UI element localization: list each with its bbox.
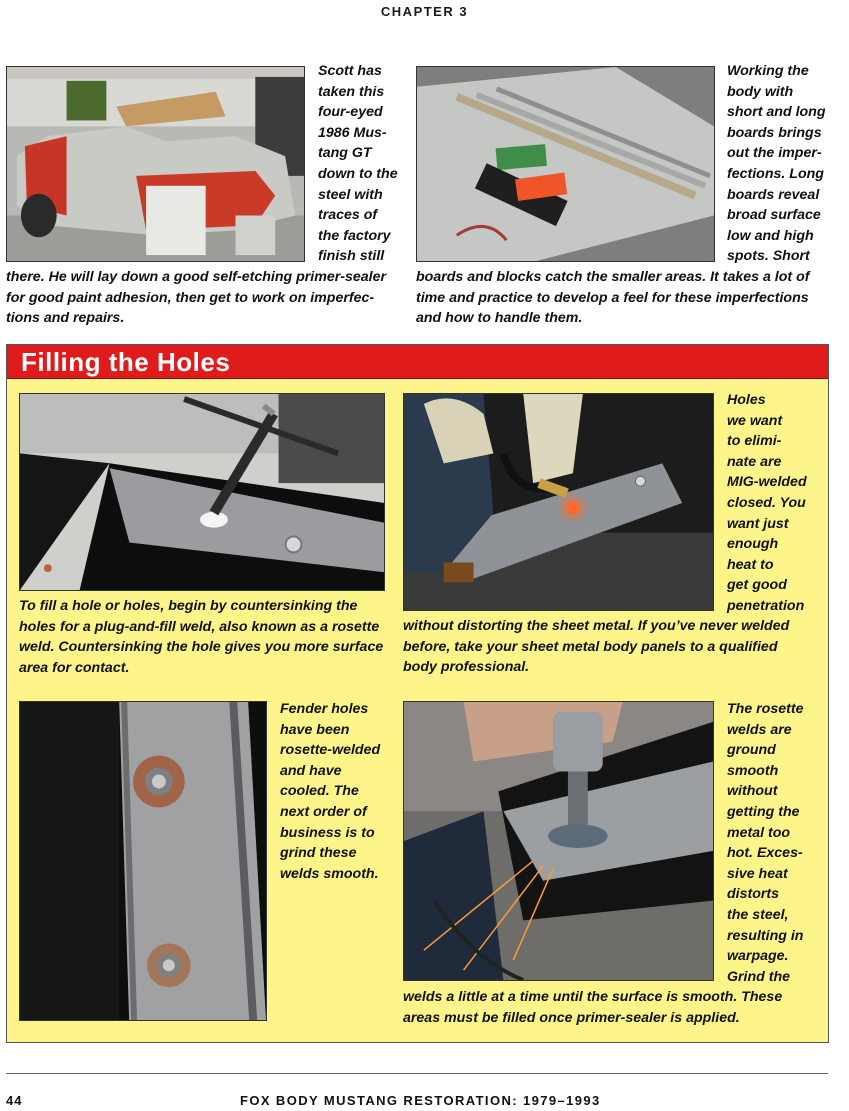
caption-line: without distorting the sheet metal. If you’ve never welded	[403, 618, 790, 634]
caption-line: traces of	[318, 207, 378, 224]
caption-line: hot. Exces-	[727, 845, 803, 862]
caption-line: time and practice to develop a feel for these imperfections	[416, 289, 809, 306]
caption-line: resulting in	[727, 927, 804, 944]
caption-line: we want	[727, 412, 783, 429]
caption-line: weld. Countersinking the hole gives you more surface	[19, 639, 384, 656]
caption-line: down to the	[318, 165, 398, 182]
caption-line: cooled. The	[280, 783, 359, 800]
caption-line: distorts	[727, 886, 780, 903]
caption-line: area for contact.	[19, 659, 130, 676]
caption-line: steel with	[318, 186, 383, 203]
caption-line: 1986 Mus-	[318, 124, 387, 141]
page-number: 44	[6, 1093, 23, 1108]
caption-line: penetration	[727, 597, 805, 614]
caption-line: out the imper-	[727, 145, 822, 162]
top-right-caption-bottom	[416, 267, 831, 329]
caption-line: nate are	[727, 453, 782, 470]
caption-line: low and high	[727, 227, 814, 244]
caption-line: business is to	[280, 824, 375, 841]
caption-line: tions and repairs.	[6, 310, 125, 327]
mig-welding-photo	[403, 393, 714, 611]
caption-line: boards reveal	[727, 186, 820, 203]
grinding-welds-caption-bottom	[403, 987, 823, 1028]
caption-line: getting the	[727, 803, 800, 820]
mig-welding-caption-bottom	[403, 616, 823, 678]
caption-line: rosette-welded	[280, 742, 381, 759]
caption-line: broad surface	[727, 207, 821, 224]
caption-line: and how to handle them.	[416, 310, 583, 327]
caption-line: finish still	[318, 248, 385, 265]
caption-line: to elimi-	[727, 433, 782, 450]
caption-line: short and long	[727, 104, 826, 121]
sanding-boards-photo	[416, 66, 715, 262]
rosette-welds-photo	[19, 701, 267, 1021]
caption-line: and have	[280, 762, 342, 779]
caption-line: welds are	[727, 721, 792, 738]
caption-line: the factory	[318, 227, 391, 244]
caption-line: body professional.	[403, 659, 530, 676]
caption-line: metal too	[727, 824, 791, 841]
caption-line: grind these	[280, 845, 357, 862]
caption-line: have been	[280, 721, 350, 738]
caption-line: ground	[727, 742, 776, 759]
caption-line: next order of	[280, 803, 367, 820]
caption-line: Working the	[727, 63, 809, 79]
caption-line: get good	[727, 577, 787, 594]
caption-line: holes for a plug-and-fill weld, also known as a rosette	[19, 618, 380, 635]
sidebar-header-bar	[7, 345, 828, 379]
caption-line: Fender holes	[280, 701, 369, 717]
caption-line: taken this	[318, 83, 385, 100]
top-left-caption-side	[318, 61, 418, 267]
top-left-caption-bottom	[6, 267, 411, 329]
caption-line: spots. Short	[727, 248, 810, 265]
caption-line: Scott has	[318, 63, 382, 79]
caption-line: the steel,	[727, 906, 789, 923]
caption-line: warpage.	[727, 948, 789, 965]
caption-line: tang GT	[318, 145, 372, 162]
grinding-welds-photo	[403, 701, 714, 981]
caption-line: boards and blocks catch the smaller areas. It takes a lot of	[416, 269, 810, 285]
caption-line: To fill a hole or holes, begin by countersinking the	[19, 598, 358, 614]
caption-line: boards brings	[727, 124, 822, 141]
caption-line: for good paint adhesion, then get to work on imperfec-	[6, 289, 375, 306]
running-footer-title: FOX BODY MUSTANG RESTORATION: 1979–1993	[240, 1093, 601, 1108]
footer-divider	[6, 1073, 828, 1074]
caption-line: Grind the	[727, 968, 791, 985]
top-right-caption-side	[727, 61, 837, 267]
caption-line: enough	[727, 536, 779, 553]
caption-line: before, take your sheet metal body panels to a qualified	[403, 638, 778, 655]
caption-line: without	[727, 783, 778, 800]
countersink-tool-photo	[19, 393, 385, 591]
caption-line: four-eyed	[318, 104, 383, 121]
grinding-welds-caption-side	[727, 699, 827, 987]
caption-line: body with	[727, 83, 794, 100]
caption-line: there. He will lay down a good self-etching primer-sealer	[6, 269, 387, 285]
sidebar-title: Filling the Holes	[21, 347, 231, 377]
caption-line: sive heat	[727, 865, 788, 882]
car-in-primer-photo	[6, 66, 305, 262]
caption-line: Holes	[727, 392, 766, 408]
caption-line: want just	[727, 515, 789, 532]
caption-line: heat to	[727, 556, 774, 573]
countersink-caption	[19, 596, 399, 678]
caption-line: closed. You	[727, 494, 806, 511]
caption-line: fections. Long	[727, 165, 824, 182]
caption-line: welds a little at a time until the surface is smooth. These	[403, 989, 783, 1005]
mig-welding-caption-side	[727, 390, 827, 617]
caption-line: smooth	[727, 762, 779, 779]
caption-line: MIG-welded	[727, 474, 807, 491]
caption-line: welds smooth.	[280, 865, 379, 882]
caption-line: areas must be filled once primer-sealer is applied.	[403, 1009, 740, 1026]
chapter-heading: CHAPTER 3	[380, 4, 469, 19]
caption-line: The rosette	[727, 701, 804, 717]
rosette-welds-caption	[280, 699, 395, 884]
